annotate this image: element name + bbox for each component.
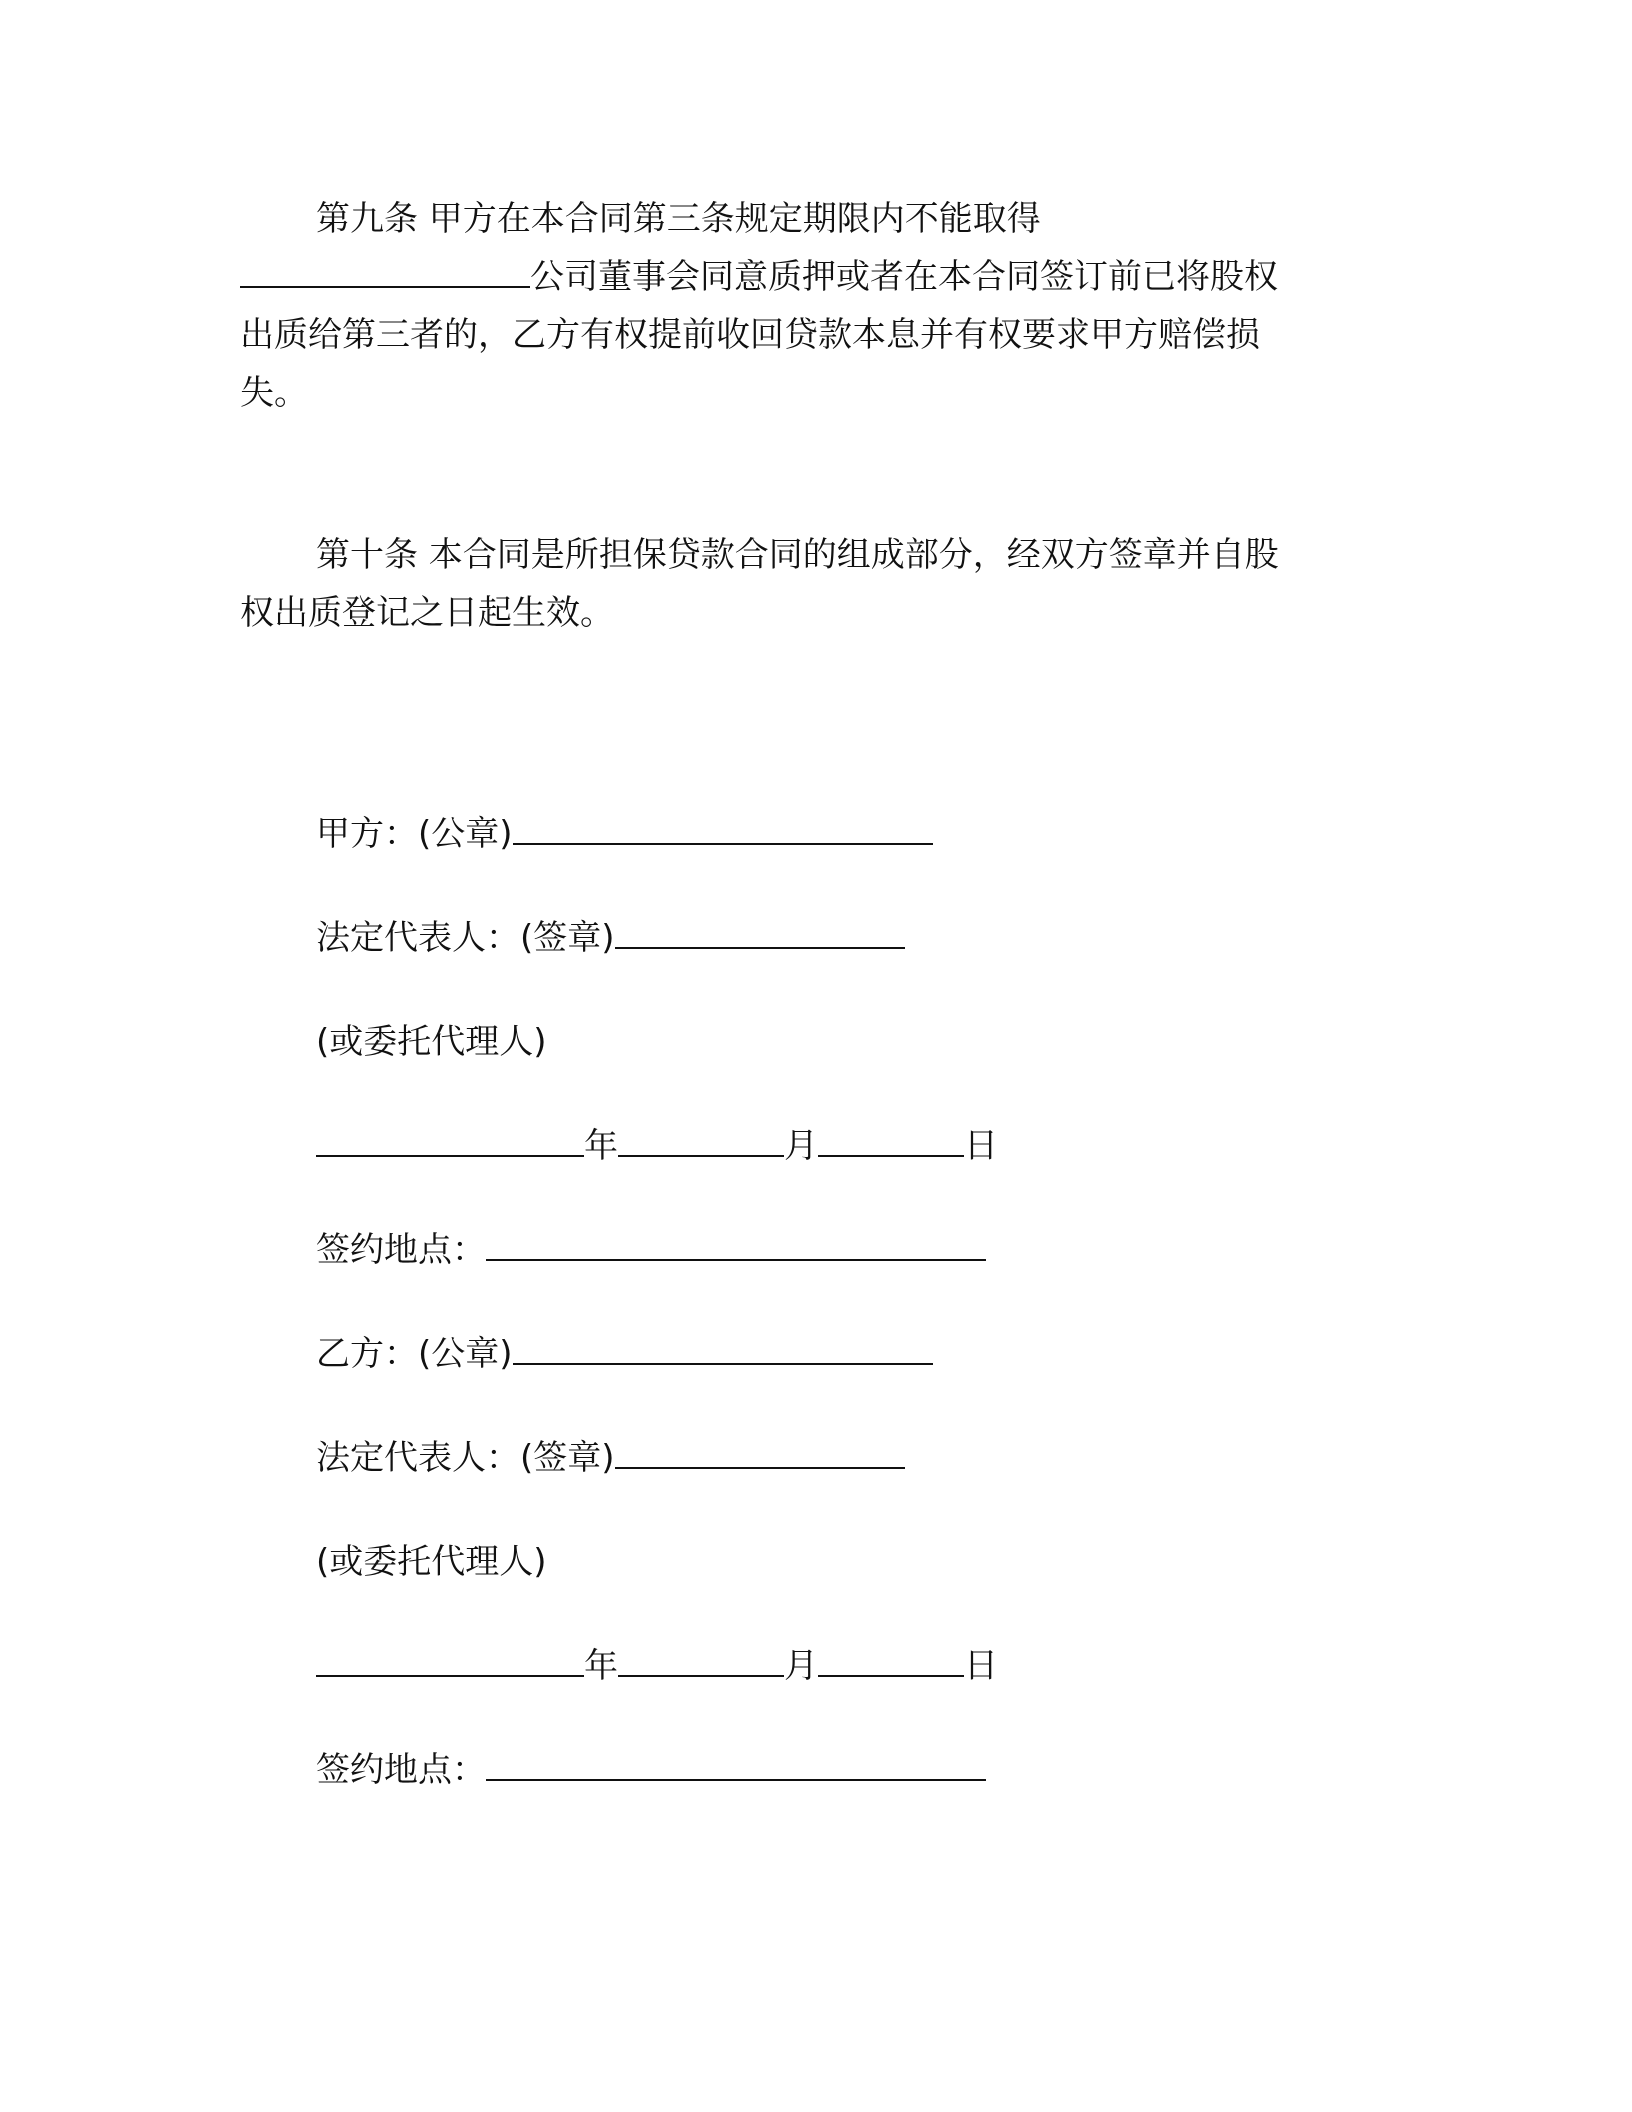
party-b-seal-line [316,1330,933,1378]
party-a-year-label: 年 [584,1126,618,1166]
company-name-blank[interactable] [240,256,530,288]
party-a-place-line [316,1226,986,1274]
party-a-seal-label: 甲方：(公章) [316,814,513,854]
article-9-line-2-text: 公司董事会同意质押或者在本合同签订前已将股权 [530,257,1278,297]
party-b-date-line [316,1642,998,1690]
party-b-year-blank[interactable] [316,1645,584,1677]
party-a-place-blank[interactable] [486,1229,986,1261]
party-b-seal-blank[interactable] [513,1333,933,1365]
party-b-rep-blank[interactable] [615,1437,905,1469]
party-a-rep-line [316,914,905,962]
article-9-line-4: 失。 [240,373,308,413]
article-9-line-3: 出质给第三者的，乙方有权提前收回贷款本息并有权要求甲方赔偿损 [240,315,1260,355]
article-10-line-2: 权出质登记之日起生效。 [240,593,614,633]
party-b-seal-label: 乙方：(公章) [316,1334,513,1374]
party-b-day-blank[interactable] [818,1645,964,1677]
party-b-place-blank[interactable] [486,1749,986,1781]
article-9-line-2 [240,248,1370,306]
article-9 [240,190,1370,422]
party-a-seal-line [316,810,933,858]
party-b-rep-label: 法定代表人：(签章) [316,1438,615,1478]
party-a-rep-blank[interactable] [615,917,905,949]
party-b-month-label: 月 [784,1646,818,1686]
party-a-agent-label: (或委托代理人) [316,1022,547,1062]
party-b-place-line [316,1746,986,1794]
article-10 [240,526,1370,642]
party-a-year-blank[interactable] [316,1125,584,1157]
article-9-line-1: 第九条 甲方在本合同第三条规定期限内不能取得 [316,199,1041,239]
article-10-line-1: 第十条 本合同是所担保贷款合同的组成部分，经双方签章并自股 [316,535,1279,575]
party-b-month-blank[interactable] [618,1645,784,1677]
party-a-rep-label: 法定代表人：(签章) [316,918,615,958]
party-a-day-label: 日 [964,1126,998,1166]
party-a-seal-blank[interactable] [513,813,933,845]
party-a-month-label: 月 [784,1126,818,1166]
party-b-day-label: 日 [964,1646,998,1686]
party-b-agent-label: (或委托代理人) [316,1542,547,1582]
party-a-month-blank[interactable] [618,1125,784,1157]
party-b-rep-line [316,1434,905,1482]
party-b-year-label: 年 [584,1646,618,1686]
party-a-day-blank[interactable] [818,1125,964,1157]
party-a-date-line [316,1122,998,1170]
party-b-place-label: 签约地点： [316,1750,486,1790]
party-a-place-label: 签约地点： [316,1230,486,1270]
